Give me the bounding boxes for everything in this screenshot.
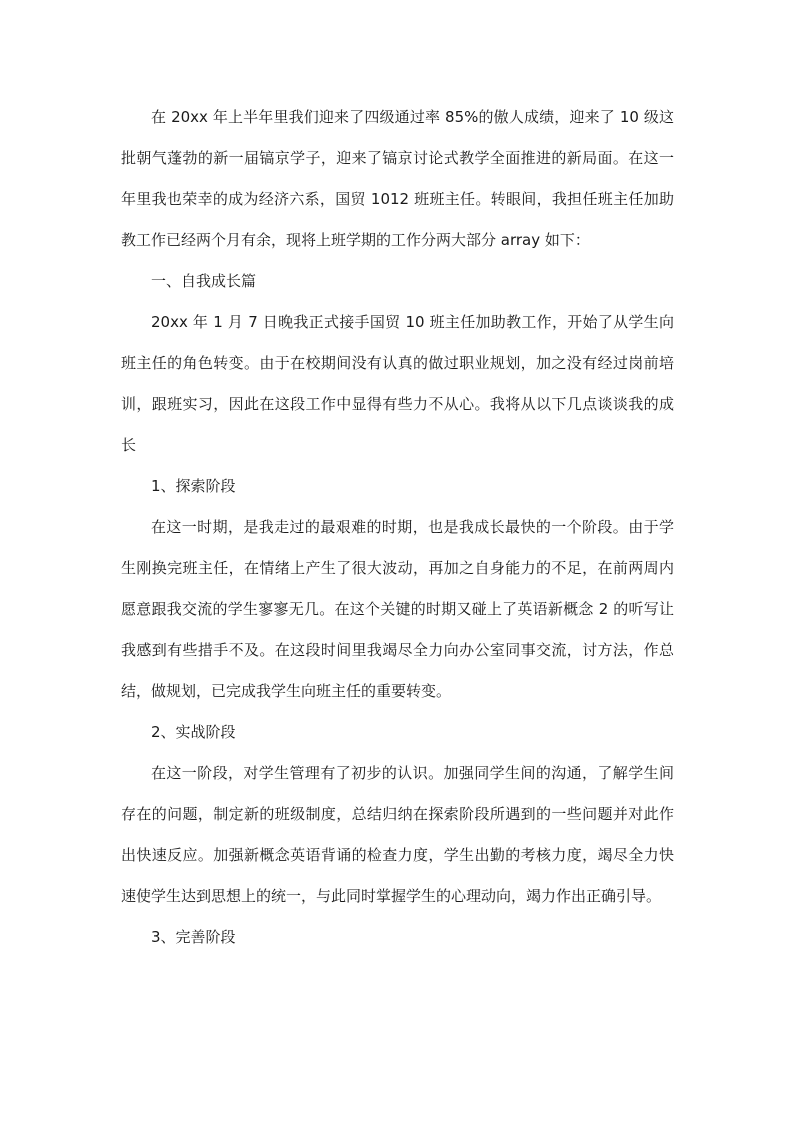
practice-stage-paragraph: 在这一阶段，对学生管理有了初步的认识。加强同学生间的沟通，了解学生间存在的问题，制定新的班级制度，总结归纳在探索阶段所遇到的一些问题并对此作出快速反应。加强新概念英语背诵的检查力度，学生出勤的考核力度，竭尽全力快速使学生达到思想上的统一，与此同时掌握学生的心理动向，竭力作出正确引导。 <box>121 764 674 905</box>
exploration-stage-paragraph: 在这一时期，是我走过的最艰难的时期，也是我成长最快的一个阶段。由于学生刚换完班主任，在情绪上产生了很大波动，再加之自身能力的不足，在前两周内愿意跟我交流的学生寥寥无几。在这个关键的时期又碰上了英语新概念 2 的听写让我感到有些措手不及。在这段时间里我竭尽全力向办公室同事交流，讨方法，作总结，做规划，已完成我学生向班主任的重要转变。 <box>121 518 674 700</box>
self-growth-paragraph: 20xx 年 1 月 7 日晚我正式接手国贸 10 班主任加助教工作，开始了从学生向班主任的角色转变。由于在校期间没有认真的做过职业规划，加之没有经过岗前培训，跟班实习，因此在这段工作中显得有些力不从心。我将从以下几点谈谈我的成长 <box>121 313 674 454</box>
subheading-improvement-stage: 3、完善阶段 <box>151 928 236 946</box>
subheading-exploration-stage: 1、探索阶段 <box>151 477 236 495</box>
intro-paragraph: 在 20xx 年上半年里我们迎来了四级通过率 85%的傲人成绩，迎来了 10 级这批朝气蓬勃的新一届镐京学子，迎来了镐京讨论式教学全面推进的新局面。在这一年里我也荣幸的成为经济六系，国贸 1012 班班主任。转眼间，我担任班主任加助教工作已经两个月有余，现将上班学期的工作分两大部分 array 如下： <box>121 108 674 249</box>
document-page <box>121 97 674 958</box>
section-heading-self-growth: 一、自我成长篇 <box>151 272 257 290</box>
subheading-practice-stage: 2、实战阶段 <box>151 723 236 741</box>
